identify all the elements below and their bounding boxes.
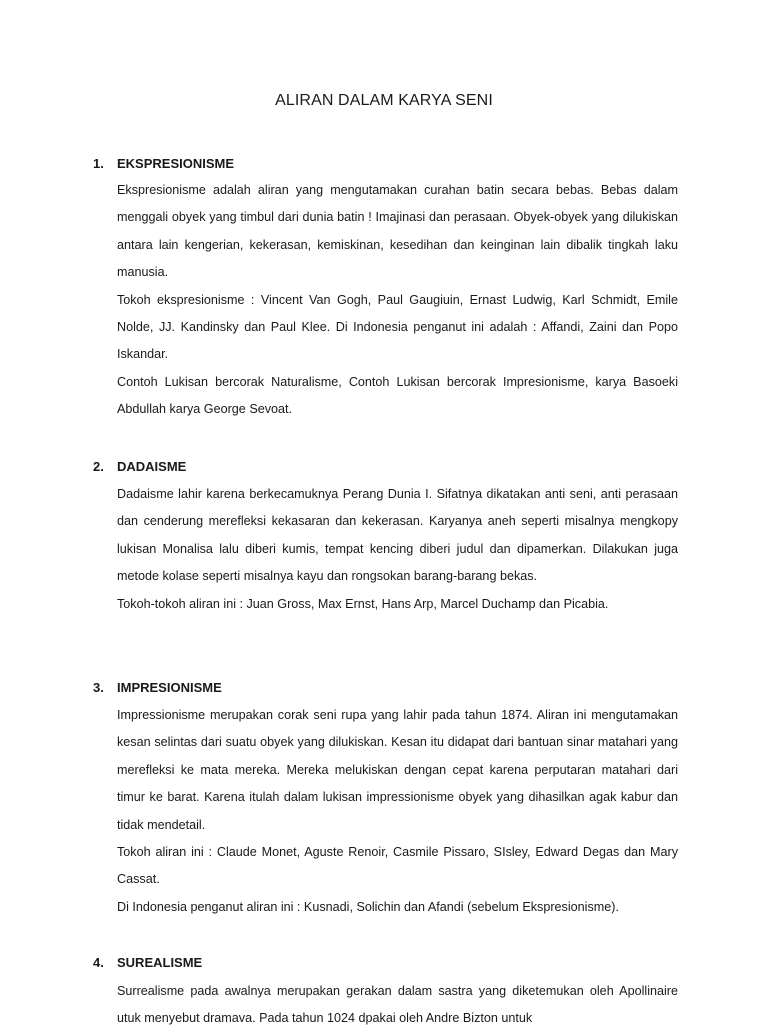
section-title: IMPRESIONISME [117, 680, 222, 695]
section-heading [0, 457, 768, 477]
section-body [117, 177, 678, 424]
section-number: 4. [93, 955, 104, 970]
section-body [117, 978, 678, 1033]
section-number: 2. [93, 459, 104, 474]
section-body [117, 481, 678, 618]
section-body [117, 702, 678, 921]
section-number: 3. [93, 680, 104, 695]
section-title: SUREALISME [117, 955, 203, 970]
section-heading [0, 154, 768, 174]
page-title: ALIRAN DALAM KARYA SENI [275, 92, 493, 109]
section-heading [0, 678, 768, 698]
paragraph: Tokoh-tokoh aliran ini : Juan Gross, Max Ernst, Hans Arp, Marcel Duchamp dan Picabia. [117, 596, 609, 611]
section-number: 1. [93, 156, 104, 171]
section-heading [0, 953, 768, 973]
paragraph: Surrealisme pada awalnya merupakan gerakan dalam sastra yang diketemukan oleh Apollinaire utuk menyebut dramava. Pada tahun 1024 dpakai oleh Andre Bizton untuk [117, 984, 678, 1026]
paragraph: Tokoh aliran ini : Claude Monet, Aguste Renoir, Casmile Pissaro, SIsley, Edward Degas dan Mary Cassat. [117, 845, 678, 887]
section-title: DADAISME [117, 459, 187, 474]
paragraph: Impressionisme merupakan corak seni rupa yang lahir pada tahun 1874. Aliran ini mengutamakan kesan selintas dari suatu obyek yang dilukiskan. Kesan itu didapat dari bantuan sinar matahari yang merefleksi ke mata mereka. Mereka melukiskan dengan cepat karena perputaran matahari dari timur ke barat. Karena itulah dalam lukisan impressionisme obyek yang dihasilkan agak kabur dan tidak mendetail. [117, 708, 678, 832]
paragraph: Di Indonesia penganut aliran ini : Kusnadi, Solichin dan Afandi (sebelum Ekspresionisme). [117, 899, 619, 914]
paragraph: Dadaisme lahir karena berkecamuknya Perang Dunia I. Sifatnya dikatakan anti seni, anti perasaan dan cenderung merefleksi kekasaran dan kekerasan. Karyanya aneh seperti misalnya mengkopy lukisan Monalisa lalu diberi kumis, tempat kencing diberi judul dan dipamerkan. Dilakukan juga metode kolase seperti misalnya kayu dan rongsokan barang-barang bekas. [117, 487, 678, 584]
paragraph: Ekspresionisme adalah aliran yang mengutamakan curahan batin secara bebas. Bebas dalam menggali obyek yang timbul dari dunia batin ! Imajinasi dan perasaan. Obyek-obyek yang dilukiskan antara lain kengerian, kekerasan, kemiskinan, kesedihan dan keinginan lain dibalik tingkah laku manusia. [117, 183, 678, 280]
paragraph: Contoh Lukisan bercorak Naturalisme, Contoh Lukisan bercorak Impresionisme, karya Basoeki Abdullah karya George Sevoat. [117, 374, 678, 417]
paragraph: Tokoh ekspresionisme : Vincent Van Gogh, Paul Gaugiuin, Ernast Ludwig, Karl Schmidt, Emile Nolde, JJ. Kandinsky dan Paul Klee. Di Indonesia penganut ini adalah : Affandi, Zaini dan Popo Iskandar. [117, 292, 678, 362]
section-title: EKSPRESIONISME [117, 156, 235, 171]
